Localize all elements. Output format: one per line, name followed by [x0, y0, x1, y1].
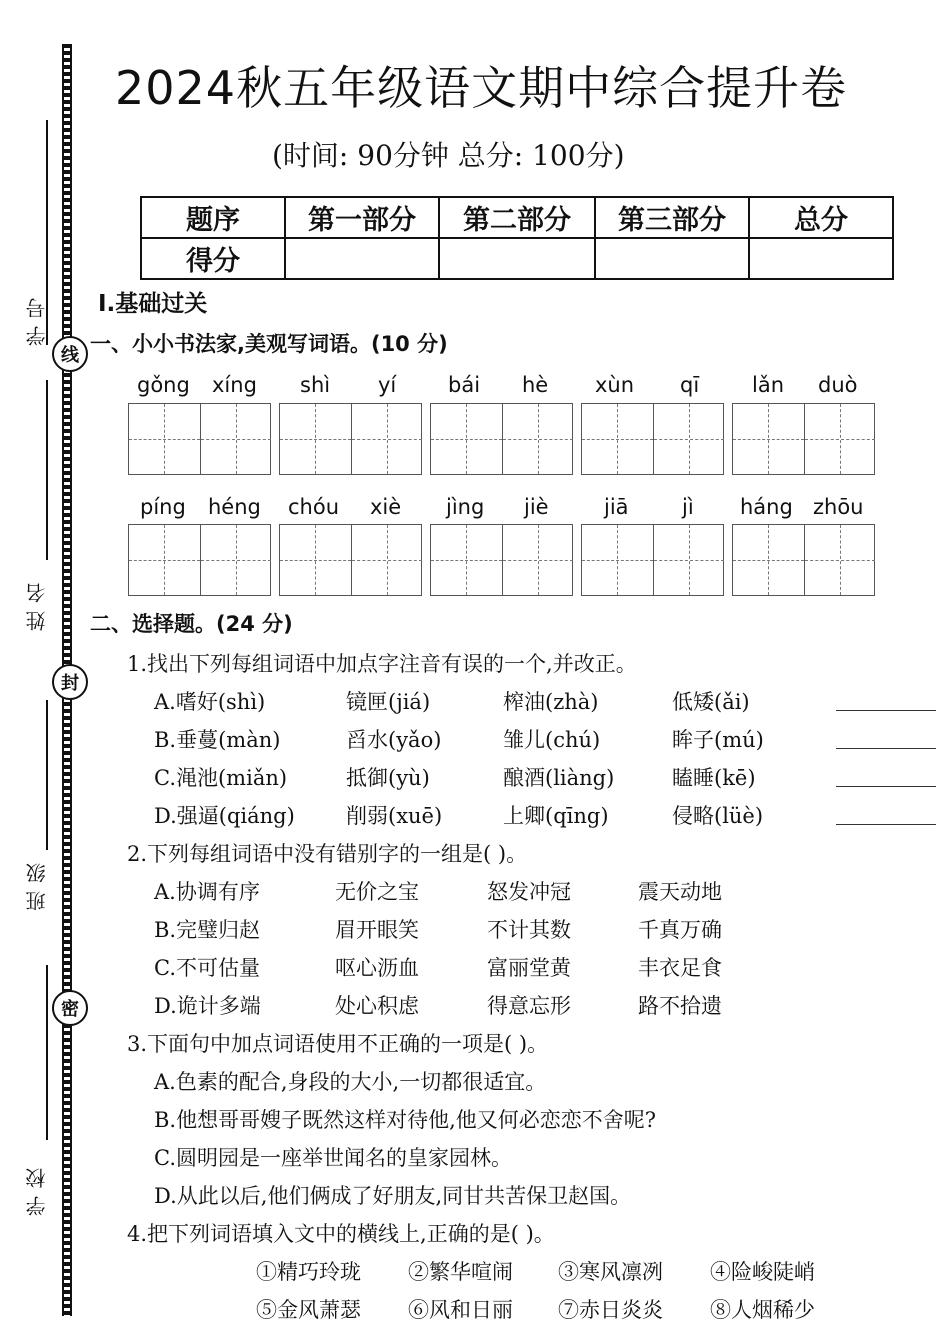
option-item: 镜匣(jiá) [346, 690, 431, 714]
question-stem: 4.把下列词语填入文中的横线上,正确的是( )。 [127, 1222, 555, 1246]
option-item: 呕心沥血 [335, 956, 419, 980]
question-stem: 2.下列每组词语中没有错别字的一组是( )。 [127, 842, 528, 866]
option-item: 榨油(zhà) [503, 690, 599, 714]
writing-grid[interactable] [732, 403, 875, 475]
pinyin: shì [300, 373, 331, 397]
answer-blank[interactable] [836, 710, 936, 711]
option-item: B.垂蔓(màn) [154, 728, 281, 752]
option-item: C.渑池(miǎn) [154, 766, 288, 790]
part-heading: Ⅰ.基础过关 [98, 291, 208, 317]
score-header-cell: 总分 [749, 197, 893, 238]
pinyin: hè [522, 373, 549, 397]
word-option: ⑦赤日炎炎 [558, 1298, 663, 1322]
q1-heading: 一、小小书法家,美观写词语。(10 分) [90, 332, 448, 356]
seal-xian: 线 [52, 336, 88, 372]
pinyin: gǒng [137, 373, 190, 397]
pinyin: chóu [288, 495, 340, 519]
pinyin: jiè [524, 495, 549, 519]
option-item: C.不可估量 [154, 956, 260, 980]
writing-grid[interactable] [581, 524, 724, 596]
pinyin: duò [818, 373, 858, 397]
q2-heading: 二、选择题。(24 分) [90, 612, 293, 636]
word-option: ⑤金风萧瑟 [256, 1298, 361, 1322]
side-label-xingming: 姓名 [25, 575, 49, 631]
option-item: D.强逼(qiáng) [154, 804, 295, 828]
side-label-banji: 班级 [25, 855, 49, 911]
score-input-cell[interactable] [595, 238, 749, 279]
option-item: 处心积虑 [335, 994, 419, 1018]
writing-grid[interactable] [128, 524, 271, 596]
option-item: 侵略(lüè) [672, 804, 764, 828]
side-line-xingming [46, 380, 48, 560]
writing-grid[interactable] [732, 524, 875, 596]
pinyin: xíng [212, 373, 257, 397]
answer-blank[interactable] [836, 748, 936, 749]
option-item: 路不拾遗 [638, 994, 722, 1018]
option-item: 雏儿(chú) [503, 728, 601, 752]
sentence-option: D.从此以后,他们俩成了好朋友,同甘共苦保卫赵国。 [154, 1184, 632, 1208]
writing-grid[interactable] [581, 403, 724, 475]
side-line-xuexiao [46, 965, 48, 1140]
side-label-xuehao: 学号 [25, 290, 49, 346]
option-item: 削弱(xuē) [346, 804, 443, 828]
pinyin: jiā [604, 495, 629, 519]
pinyin: bái [448, 373, 481, 397]
pinyin: píng [140, 495, 186, 519]
option-item: 抵御(yù) [346, 766, 430, 790]
question-stem: 3.下面句中加点词语使用不正确的一项是( )。 [127, 1032, 549, 1056]
word-option: ③寒风凛冽 [558, 1260, 663, 1284]
option-item: D.诡计多端 [154, 994, 261, 1018]
option-item: 怒发冲冠 [487, 880, 571, 904]
word-option: ①精巧玲珑 [256, 1260, 361, 1284]
word-option: ②繁华喧闹 [408, 1260, 513, 1284]
option-item: 酿酒(liàng) [503, 766, 615, 790]
answer-blank[interactable] [836, 824, 936, 825]
score-header-cell: 第三部分 [595, 197, 749, 238]
option-item: 千真万确 [638, 918, 722, 942]
question-stem: 1.找出下列每组词语中加点字注音有误的一个,并改正。 [127, 652, 637, 676]
score-row-label: 得分 [141, 238, 285, 279]
seal-mi: 密 [52, 990, 88, 1026]
pinyin: xiè [370, 495, 402, 519]
option-item: 低矮(ǎi) [672, 690, 750, 714]
pinyin: jì [682, 495, 694, 519]
score-input-cell[interactable] [749, 238, 893, 279]
option-item: 得意忘形 [487, 994, 571, 1018]
option-item: A.协调有序 [154, 880, 260, 904]
pinyin: zhōu [813, 495, 864, 519]
pinyin: héng [208, 495, 261, 519]
writing-grid[interactable] [430, 403, 573, 475]
option-item: 不计其数 [487, 918, 571, 942]
pinyin: xùn [595, 373, 635, 397]
option-item: 瞌睡(kē) [672, 766, 756, 790]
option-item: 上卿(qīng) [503, 804, 609, 828]
sentence-option: C.圆明园是一座举世闻名的皇家园林。 [154, 1146, 512, 1170]
score-header-cell: 第二部分 [439, 197, 595, 238]
page-title: 2024秋五年级语文期中综合提升卷 [115, 61, 848, 115]
writing-grid[interactable] [430, 524, 573, 596]
option-item: B.完璧归赵 [154, 918, 261, 942]
word-option: ⑥风和日丽 [408, 1298, 513, 1322]
sentence-option: B.他想哥哥嫂子既然这样对待他,他又何必恋恋不舍呢? [154, 1108, 657, 1132]
pinyin: yí [378, 373, 397, 397]
side-label-xuexiao: 学校 [25, 1160, 49, 1216]
score-table [140, 196, 894, 280]
option-item: A.嗜好(shì) [154, 690, 266, 714]
writing-grid[interactable] [279, 524, 422, 596]
option-item: 丰衣足食 [638, 956, 722, 980]
option-item: 眉开眼笑 [335, 918, 419, 942]
pinyin: háng [740, 495, 793, 519]
writing-grid[interactable] [128, 403, 271, 475]
score-input-cell[interactable] [285, 238, 439, 279]
pinyin: qī [680, 373, 700, 397]
seal-feng: 封 [52, 664, 88, 700]
exam-subtitle: (时间: 90分钟 总分: 100分) [272, 139, 625, 172]
word-option: ⑧人烟稀少 [710, 1298, 815, 1322]
option-item: 舀水(yǎo) [346, 728, 442, 752]
option-item: 无价之宝 [335, 880, 419, 904]
option-item: 富丽堂黄 [487, 956, 571, 980]
pinyin: lǎn [752, 373, 785, 397]
side-line-banji [46, 700, 48, 850]
answer-blank[interactable] [836, 786, 936, 787]
sentence-option: A.色素的配合,身段的大小,一切都很适宜。 [154, 1070, 547, 1094]
pinyin: jìng [446, 495, 485, 519]
writing-grid[interactable] [279, 403, 422, 475]
word-option: ④险峻陡峭 [710, 1260, 815, 1284]
score-header-cell: 第一部分 [285, 197, 439, 238]
score-header-cell: 题序 [141, 197, 285, 238]
option-item: 震天动地 [638, 880, 722, 904]
option-item: 眸子(mú) [672, 728, 764, 752]
score-input-cell[interactable] [439, 238, 595, 279]
